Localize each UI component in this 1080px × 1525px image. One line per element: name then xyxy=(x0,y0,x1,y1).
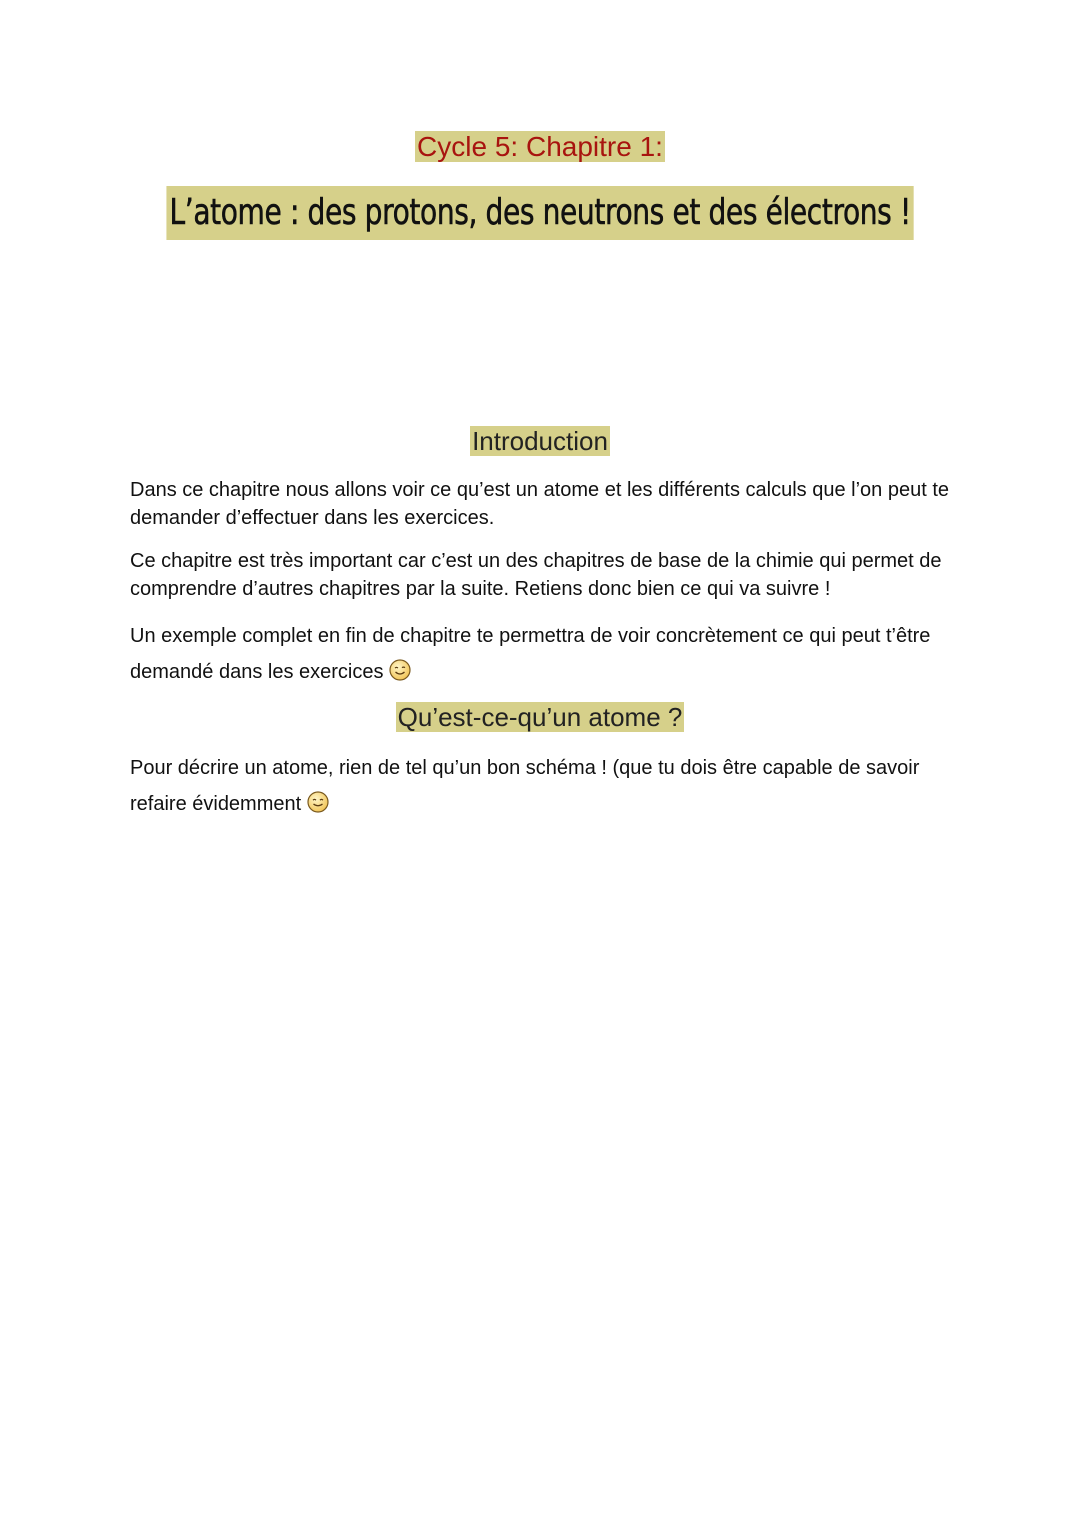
introduction-paragraph-1: Dans ce chapitre nous allons voir ce qu’est un atome et les différents calculs que l’on peut te demander d’effectuer dans les exercices. xyxy=(130,479,949,529)
page-title: L’atome : des protons, des neutrons et des électrons ! xyxy=(166,186,914,240)
introduction-heading: Introduction xyxy=(472,426,608,456)
winking-face-icon xyxy=(389,659,411,681)
introduction-paragraph-3-text: Un exemple complet en fin de chapitre te permettra de voir concrètement ce qui peut t’être demandé dans les exercices xyxy=(130,625,931,683)
chapter-label-line xyxy=(0,128,1080,166)
atome-paragraph-text: Pour décrire un atome, rien de tel qu’un bon schéma ! (que tu dois être capable de savoir refaire évidemment xyxy=(130,757,920,815)
introduction-paragraph-2: Ce chapitre est très important car c’est un des chapitres de base de la chimie qui permet de comprendre d’autres chapitres par la suite. Retiens donc bien ce qui va suivre ! xyxy=(130,550,942,600)
page-title-line xyxy=(0,186,1080,240)
atome-heading: Qu’est-ce-qu’un atome ? xyxy=(397,702,683,732)
atome-heading-line xyxy=(0,700,1080,734)
introduction-paragraph-3 xyxy=(130,618,960,690)
introduction-heading-line xyxy=(0,424,1080,458)
atome-paragraph xyxy=(130,750,960,822)
chapter-label: Cycle 5: Chapitre 1: xyxy=(417,131,663,162)
smiling-face-icon xyxy=(307,791,329,813)
